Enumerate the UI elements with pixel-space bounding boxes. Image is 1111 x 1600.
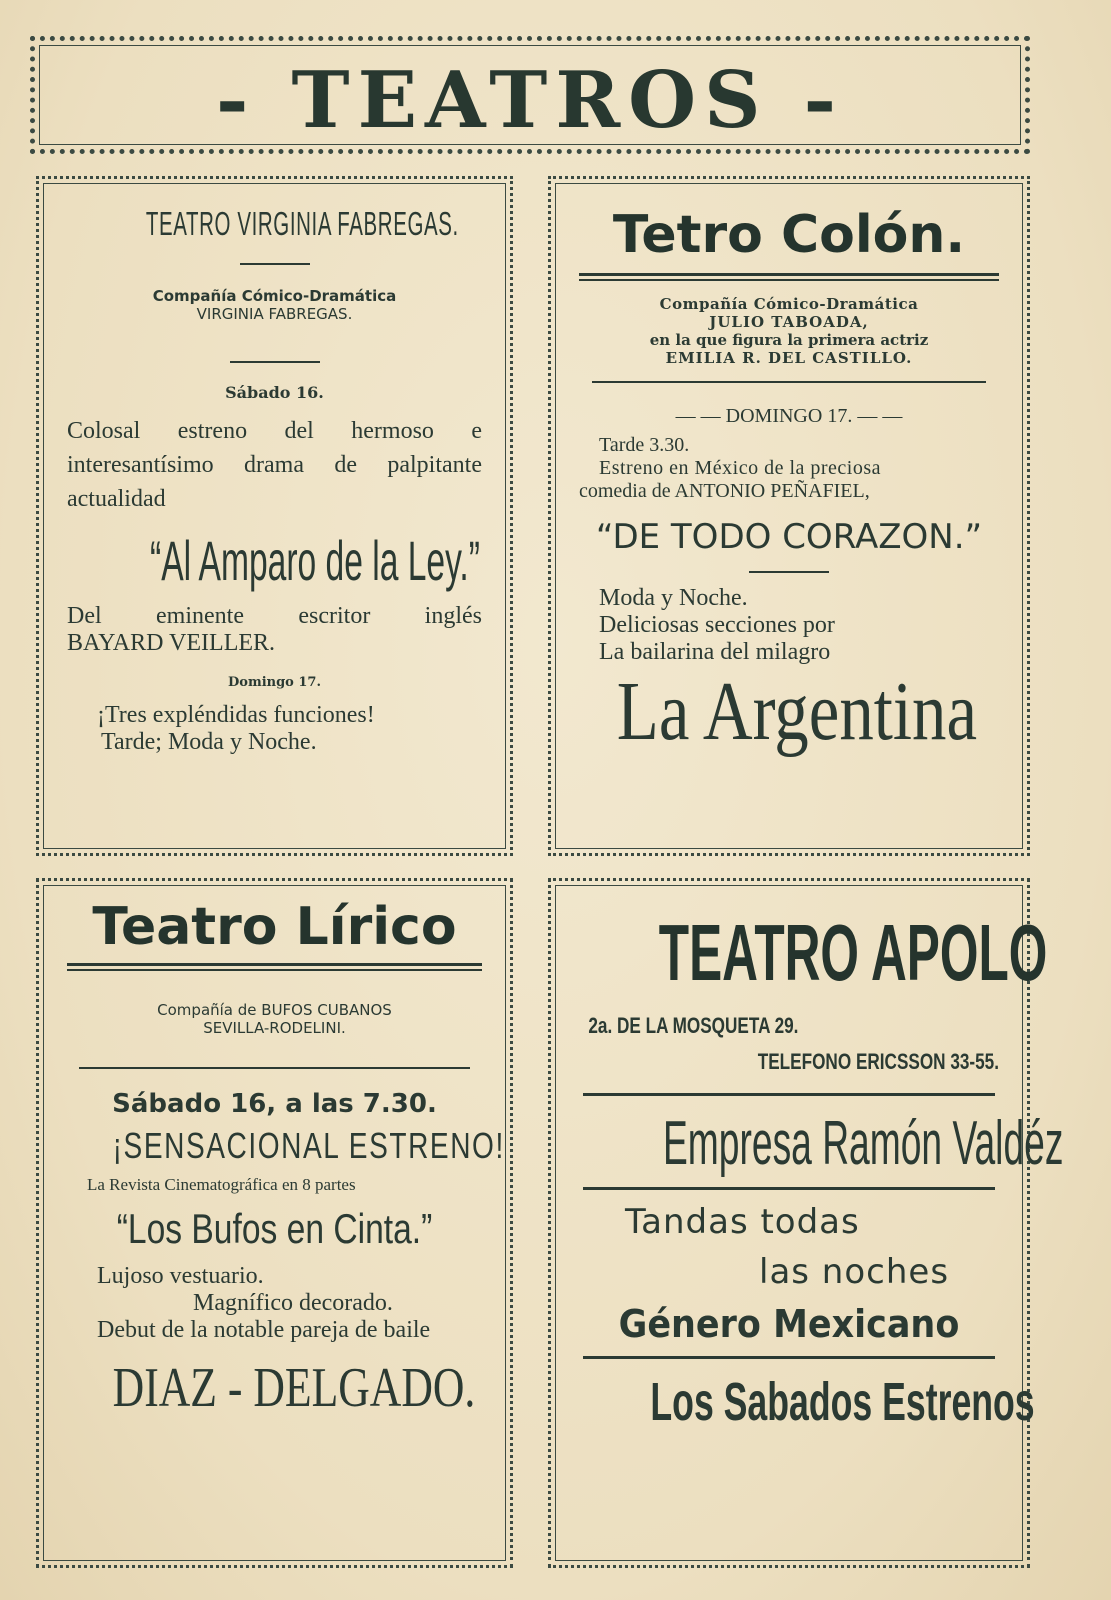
apolo-premieres: Los Sabados Estrenos — [650, 1372, 1035, 1432]
lirico-company-line1: Compañía de BUFOS CUBANOS — [157, 1001, 392, 1019]
header-title: - TEATROS - — [216, 55, 844, 146]
colon-desc-line1: Estreno en México de la preciosa — [599, 457, 882, 479]
colon-play-title: “DE TODO CORAZON.” — [595, 517, 983, 557]
lirico-date: Sábado 16, a las 7.30. — [112, 1089, 437, 1119]
colon-rule-2 — [749, 571, 829, 573]
apolo-phone: TELEFONO ERICSSON 33-55. — [757, 1049, 999, 1074]
virginia-date-sunday: Domingo 17. — [228, 675, 321, 690]
colon-company-line2: JULIO TABOADA, — [709, 313, 869, 331]
header-banner — [30, 36, 1030, 154]
apolo-address: 2a. DE LA MOSQUETA 29. — [588, 1013, 799, 1038]
virginia-company-line1: Compañía Cómico-Dramática — [152, 287, 397, 305]
apolo-tandas-line2: las noches — [759, 1252, 950, 1292]
colon-company-line3: en la que figura la primera actriz — [649, 331, 929, 349]
virginia-author-line1: Del eminente escritor inglés — [67, 603, 482, 629]
virginia-description: Colosal estreno del hermoso e interesantísimo drama de palpitante actualidad — [67, 418, 482, 512]
virginia-date-saturday: Sábado 16. — [225, 383, 324, 402]
lirico-line1: Lujoso vestuario. — [97, 1263, 264, 1289]
apolo-rule-2 — [583, 1187, 995, 1190]
lirico-headline: ¡SENSACIONAL ESTRENO! — [112, 1125, 505, 1166]
colon-time: Tarde 3.30. — [599, 434, 690, 456]
lirico-company-line2: SEVILLA-RODELINI. — [203, 1019, 346, 1037]
virginia-functions: ¡Tres expléndidas funciones! — [97, 702, 375, 728]
apolo-title: TEATRO APOLO — [658, 908, 1048, 997]
lirico-line3: Debut de la notable pareja de baile — [97, 1317, 431, 1343]
lirico-title: Teatro Lírico — [92, 897, 457, 957]
ad-teatro-apolo — [548, 878, 1064, 1568]
colon-title-rule — [579, 273, 999, 281]
virginia-times: Tarde; Moda y Noche. — [101, 729, 317, 755]
colon-extra-line3: La bailarina del milagro — [599, 639, 831, 665]
lirico-description: La Revista Cinematográfica en 8 partes — [87, 1175, 356, 1194]
colon-title: Tetro Colón. — [612, 205, 966, 265]
colon-date: — — DOMINGO 17. — — — [675, 405, 903, 427]
colon-extra-line2: Deliciosas secciones por — [599, 612, 835, 638]
colon-company-line1: Compañía Cómico-Dramática — [659, 295, 919, 313]
apolo-tandas-line1: Tandas todas — [625, 1202, 860, 1242]
colon-star-name: La Argentina — [616, 665, 978, 758]
lirico-title-rule — [67, 963, 482, 971]
ad-teatro-lirico — [36, 878, 513, 1568]
virginia-rule-1 — [240, 263, 310, 265]
virginia-rule-2 — [230, 361, 320, 363]
apolo-company: Empresa Ramón Valdéz — [663, 1109, 1064, 1178]
lirico-line2: Magnífico decorado. — [193, 1290, 393, 1316]
colon-rule-1 — [592, 381, 987, 383]
lirico-performers: DIAZ - DELGADO. — [112, 1357, 476, 1419]
apolo-rule-1 — [583, 1093, 995, 1096]
colon-extra-line1: Moda y Noche. — [599, 585, 748, 611]
virginia-play-title: “Al Amparo de la Ley.” — [150, 529, 480, 592]
lirico-rule-1 — [79, 1067, 469, 1069]
apolo-genre: Género Mexicano — [618, 1302, 960, 1346]
lirico-play-title: “Los Bufos en Cinta.” — [116, 1205, 433, 1252]
virginia-author-line2: BAYARD VEILLER. — [67, 630, 276, 656]
virginia-title: TEATRO VIRGINIA FABREGAS. — [145, 205, 459, 242]
colon-company-line4: EMILIA R. DEL CASTILLO. — [665, 349, 913, 367]
ad-teatro-colon — [548, 176, 1030, 856]
ad-teatro-virginia-fabregas — [36, 176, 513, 856]
apolo-rule-3 — [583, 1356, 995, 1359]
colon-desc-line2: comedia de ANTONIO PEÑAFIEL, — [579, 480, 870, 502]
virginia-company-line2: VIRGINIA FABREGAS. — [196, 305, 353, 323]
